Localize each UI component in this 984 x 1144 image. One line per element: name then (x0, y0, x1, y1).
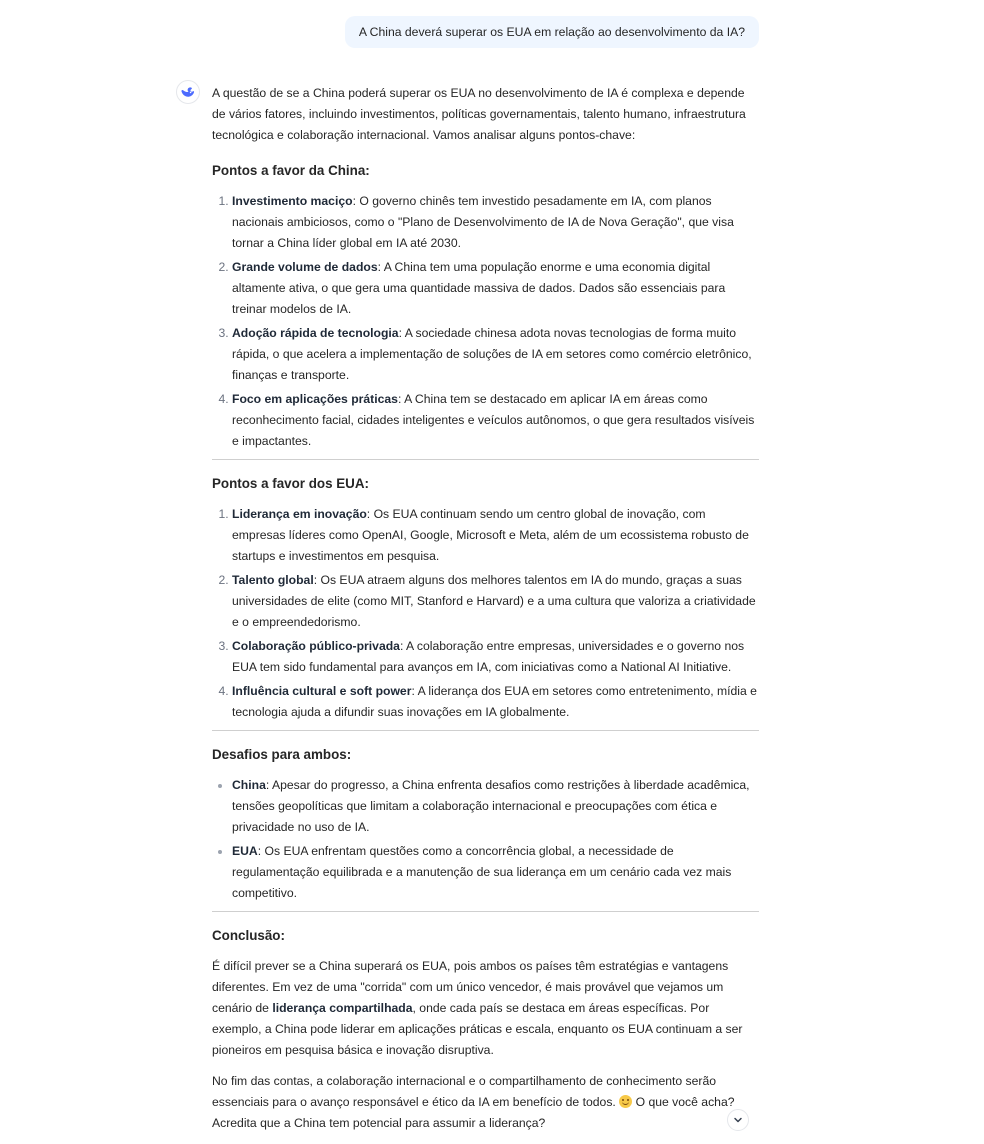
list-item: • EUA: Os EUA enfrentam questões como a concorrência global, a necessidade de regulamentação equilibrada e a manutenção de sua liderança em um cenário cada vez mais competitivo. (232, 841, 759, 904)
list-item: 2. Grande volume de dados: A China tem uma população enorme e uma economia digital altamente ativa, o que gera uma quantidade massiva de dados. Dados são essenciais para treinar modelos de IA. (232, 257, 759, 320)
closing-paragraph: No fim das contas, a colaboração internacional e o compartilhamento de conhecimento serão essenciais para o avanço responsável e ético da IA em benefício de todos. O que você acha? Acredita que a China tem potencial para assumir a liderança? (212, 1074, 735, 1130)
chevron-down-icon (733, 1115, 743, 1125)
list-item: 4. Influência cultural e soft power: A liderança dos EUA em setores como entretenimento, mídia e tecnologia ajuda a difundir suas inovações em IA globalmente. (232, 681, 759, 723)
list-item: 3. Adoção rápida de tecnologia: A sociedade chinesa adota novas tecnologias de forma muito rápida, o que acelera a implementação de soluções de IA em setores como comércio eletrônico, finanças e transporte. (232, 323, 759, 386)
whale-logo-icon (180, 84, 196, 100)
assistant-answer (212, 83, 759, 1144)
conclusion-section (212, 924, 759, 1134)
scroll-down-button[interactable] (727, 1109, 749, 1131)
divider (212, 911, 759, 912)
section-heading-china: Pontos a favor da China: (212, 163, 370, 178)
list-item: • China: Apesar do progresso, a China enfrenta desafios como restrições à liberdade acadêmica, tensões geopolíticas que limitam a colaboração internacional e preocupações com ética e privacidade no uso de IA. (232, 775, 759, 838)
challenges-list (212, 775, 759, 904)
section-heading-challenges: Desafios para ambos: (212, 747, 352, 762)
answer-intro: A questão de se a China poderá superar os EUA no desenvolvimento de IA é complexa e depende de vários fatores, incluindo investimentos, políticas governamentais, talento humano, infraestrutura tecnológica e colaboração internacional. Vamos analisar alguns pontos-chave: (212, 86, 746, 142)
section-heading-conclusion: Conclusão: (212, 928, 285, 943)
list-item: 3. Colaboração público-privada: A colaboração entre empresas, universidades e o governo nos EUA tem sido fundamental para avanços em IA, com iniciativas como a National AI Initiative. (232, 636, 759, 678)
user-message-bubble: A China deverá superar os EUA em relação ao desenvolvimento da IA? (345, 16, 759, 48)
list-item: 1. Liderança em inovação: Os EUA continuam sendo um centro global de inovação, com empresas líderes como OpenAI, Google, Microsoft e Meta, além de um ecossistema robusto de startups e investimentos em pesquisa. (232, 504, 759, 567)
assistant-avatar (176, 80, 200, 104)
divider (212, 730, 759, 731)
list-item: 1. Investimento maciço: O governo chinês tem investido pesadamente em IA, com planos nacionais ambiciosos, como o "Plano de Desenvolvimento de IA de Nova Geração", que visa tornar a China líder global em IA até 2030. (232, 191, 759, 254)
list-item: 2. Talento global: Os EUA atraem alguns dos melhores talentos em IA do mundo, graças a suas universidades de elite (como MIT, Stanford e Harvard) e a uma cultura que valoriza a criatividade e o empreendedorismo. (232, 570, 759, 633)
conclusion-paragraph: É difícil prever se a China superará os EUA, pois ambos os países têm estratégias e vantagens diferentes. Em vez de uma "corrida" com um único vencedor, é mais provável que vejamos um cenário de liderança compartilhada, onde cada país se destaca em áreas específicas. Por exemplo, a China pode liderar em aplicações práticas e escala, enquanto os EUA continuam a ser pioneiros em pesquisa básica e inovação disruptiva. (212, 959, 743, 1057)
eua-points-list (212, 504, 759, 723)
list-item: 4. Foco em aplicações práticas: A China tem se destacado em aplicar IA em áreas como reconhecimento facial, cidades inteligentes e veículos autônomos, o que gera resultados visíveis e impactantes. (232, 389, 759, 452)
smiling-face-icon (619, 1095, 632, 1108)
section-heading-eua: Pontos a favor dos EUA: (212, 476, 369, 491)
china-points-list (212, 191, 759, 452)
divider (212, 459, 759, 460)
